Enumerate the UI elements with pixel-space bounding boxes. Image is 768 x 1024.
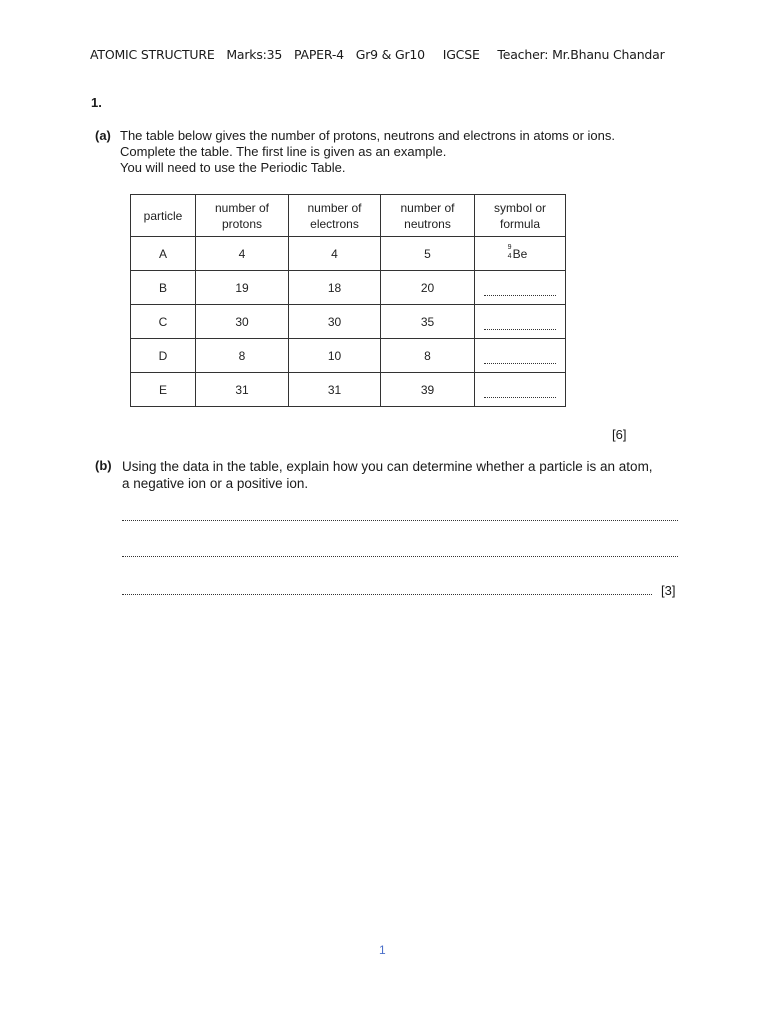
- cell-neutrons: 20: [381, 271, 475, 305]
- part-a-marks: [6]: [612, 427, 627, 442]
- table-row: [131, 237, 566, 271]
- cell-electrons: 31: [289, 373, 381, 407]
- element-symbol: Be: [512, 246, 528, 261]
- cell-particle: E: [131, 373, 196, 407]
- part-b-marks: [3]: [661, 583, 676, 598]
- part-b-text: [122, 458, 653, 492]
- cell-particle: D: [131, 339, 196, 373]
- header-marks: Marks:35: [226, 47, 283, 62]
- table-row: [131, 373, 566, 407]
- header-neutrons: number of neutrons: [381, 195, 475, 237]
- cell-symbol-blank[interactable]: [475, 271, 566, 305]
- table-row: [131, 271, 566, 305]
- atomic-number: 4: [507, 252, 512, 260]
- cell-symbol-blank[interactable]: [475, 373, 566, 407]
- part-b-line: a negative ion or a positive ion.: [122, 476, 309, 491]
- cell-particle: A: [131, 237, 196, 271]
- part-b-label: (b): [95, 458, 112, 473]
- answer-blank[interactable]: [484, 363, 556, 364]
- header-teacher: Teacher: Mr.Bhanu Chandar: [497, 47, 665, 62]
- cell-protons: 4: [196, 237, 289, 271]
- nuclide-symbol: [507, 243, 528, 261]
- part-a-line: Complete the table. The first line is given as an example.: [120, 144, 447, 159]
- header-electrons: number of electrons: [289, 195, 381, 237]
- answer-blank[interactable]: [484, 329, 556, 330]
- table-row: [131, 305, 566, 339]
- header-topic: ATOMIC STRUCTURE: [90, 47, 215, 62]
- question-number: 1.: [91, 95, 102, 110]
- header-paper: PAPER-4: [293, 47, 344, 62]
- cell-particle: B: [131, 271, 196, 305]
- mass-number: 9: [507, 243, 512, 251]
- header-board: IGCSE: [442, 47, 480, 62]
- page-number: 1: [379, 943, 386, 957]
- header-symbol: symbol or formula: [475, 195, 566, 237]
- cell-electrons: 30: [289, 305, 381, 339]
- answer-line[interactable]: [122, 594, 652, 595]
- part-a-line: The table below gives the number of protons, neutrons and electrons in atoms or ions.: [120, 128, 616, 143]
- part-a-text: [120, 128, 615, 176]
- answer-line[interactable]: [122, 556, 678, 557]
- cell-protons: 19: [196, 271, 289, 305]
- part-a-line: You will need to use the Periodic Table.: [120, 160, 346, 175]
- cell-symbol-blank[interactable]: [475, 339, 566, 373]
- cell-electrons: 18: [289, 271, 381, 305]
- cell-symbol: [475, 237, 566, 271]
- part-b-line: Using the data in the table, explain how you can determine whether a particle is an atom,: [122, 459, 653, 474]
- cell-neutrons: 35: [381, 305, 475, 339]
- cell-neutrons: 39: [381, 373, 475, 407]
- cell-protons: 30: [196, 305, 289, 339]
- page-header: [90, 47, 679, 62]
- answer-blank[interactable]: [484, 397, 556, 398]
- particle-table: [130, 194, 566, 407]
- cell-particle: C: [131, 305, 196, 339]
- part-a-label: (a): [95, 128, 111, 143]
- cell-symbol-blank[interactable]: [475, 305, 566, 339]
- table-header-row: [131, 195, 566, 237]
- cell-neutrons: 8: [381, 339, 475, 373]
- cell-protons: 31: [196, 373, 289, 407]
- cell-neutrons: 5: [381, 237, 475, 271]
- header-particle: particle: [131, 195, 196, 237]
- table-row: [131, 339, 566, 373]
- cell-protons: 8: [196, 339, 289, 373]
- cell-electrons: 10: [289, 339, 381, 373]
- header-protons: number of protons: [196, 195, 289, 237]
- cell-electrons: 4: [289, 237, 381, 271]
- answer-line[interactable]: [122, 520, 678, 521]
- answer-blank[interactable]: [484, 295, 556, 296]
- header-grades: Gr9 & Gr10: [355, 47, 425, 62]
